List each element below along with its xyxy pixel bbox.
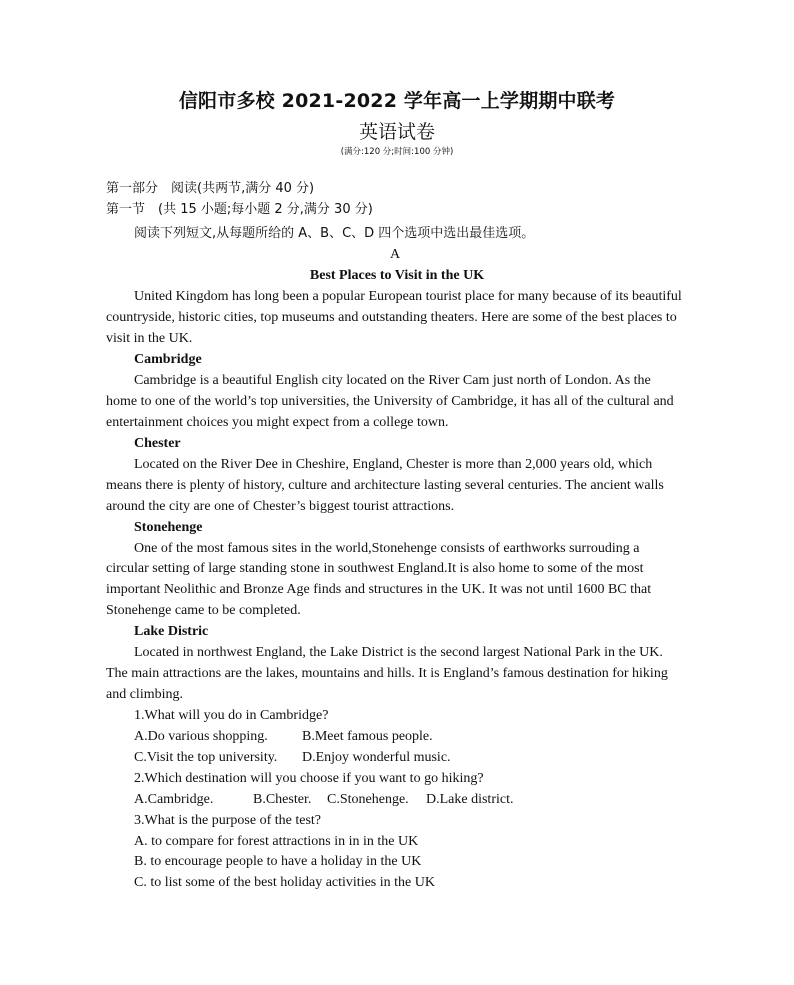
question-option: A.Cambridge.: [134, 792, 214, 807]
exam-meta: (满分:120 分;时间:100 分钟): [340, 147, 454, 157]
question-option: B. to encourage people to have a holiday in the UK: [134, 854, 422, 869]
section-line: entertainment choices you might expect from a college town.: [106, 415, 449, 430]
section-line: means there is plenty of history, culture and architecture lasting several centuries. The ancient walls: [106, 478, 664, 493]
section-line: important Neolithic and Bronze Age finds and structures in the UK. It was not until 1600 BC that: [106, 582, 652, 597]
section-heading-cambridge: Cambridge: [134, 352, 202, 367]
section-line: The main attractions are the lakes, mountains and hills. It is England’s famous destination for hiking: [106, 666, 668, 681]
section-line: around the city are one of Chester’s biggest tourist attractions.: [106, 499, 455, 514]
question-option: B.Meet famous people.: [302, 729, 433, 744]
exam-title: 信阳市多校 2021-2022 学年高一上学期期中联考: [178, 90, 616, 112]
section-line: Cambridge is a beautiful English city located on the River Cam just north of London. As the: [134, 373, 651, 388]
section-line: home to one of the world’s top universities, the University of Cambridge, it has all of the cultural and: [106, 394, 674, 409]
question-stem: 2.Which destination will you choose if you want to go hiking?: [134, 771, 484, 786]
section-heading-stonehenge: Stonehenge: [134, 520, 203, 535]
exam-subtitle: 英语试卷: [358, 121, 435, 143]
question-option: D.Lake district.: [426, 792, 514, 807]
passage-letter: A: [390, 247, 401, 262]
instruction-text: 阅读下列短文,从每题所给的 A、B、C、D 四个选项中选出最佳选项。: [134, 226, 535, 241]
section-line: and climbing.: [106, 687, 183, 702]
question-option: C.Visit the top university.: [134, 750, 278, 765]
passage-intro-line: United Kingdom has long been a popular European tourist place for many because of its beautiful: [134, 289, 682, 304]
question-option: D.Enjoy wonderful music.: [302, 750, 451, 765]
section-heading-chester: Chester: [134, 436, 181, 451]
question-stem: 1.What will you do in Cambridge?: [134, 708, 329, 723]
passage-intro-line: countryside, historic cities, top museums and outstanding theaters. Here are some of the best places to: [106, 310, 677, 325]
passage-title: Best Places to Visit in the UK: [309, 268, 485, 283]
section-heading-lake-district: Lake Distric: [134, 624, 209, 639]
question-option: A.Do various shopping.: [134, 729, 268, 744]
section-title: 第一节 (共 15 小题;每小题 2 分,满分 30 分): [106, 202, 373, 217]
section-line: Located in northwest England, the Lake District is the second largest National Park in the UK.: [134, 645, 663, 660]
question-option: B.Chester.: [253, 792, 312, 807]
section-line: One of the most famous sites in the world,Stonehenge consists of earthworks surrouding a: [134, 541, 640, 556]
question-stem: 3.What is the purpose of the test?: [134, 813, 322, 828]
question-option: C.Stonehenge.: [327, 792, 409, 807]
passage-intro-line: visit in the UK.: [106, 331, 193, 346]
part-title: 第一部分 阅读(共两节,满分 40 分): [106, 181, 315, 196]
question-option: C. to list some of the best holiday activities in the UK: [134, 875, 435, 890]
question-option: A. to compare for forest attractions in in in the UK: [134, 834, 419, 849]
section-line: Located on the River Dee in Cheshire, England, Chester is more than 2,000 years old, which: [134, 457, 653, 472]
section-line: circular setting of large standing stone in southwest England.It is also home to some of the most: [106, 561, 644, 576]
section-line: Stonehenge came to be completed.: [106, 603, 301, 618]
